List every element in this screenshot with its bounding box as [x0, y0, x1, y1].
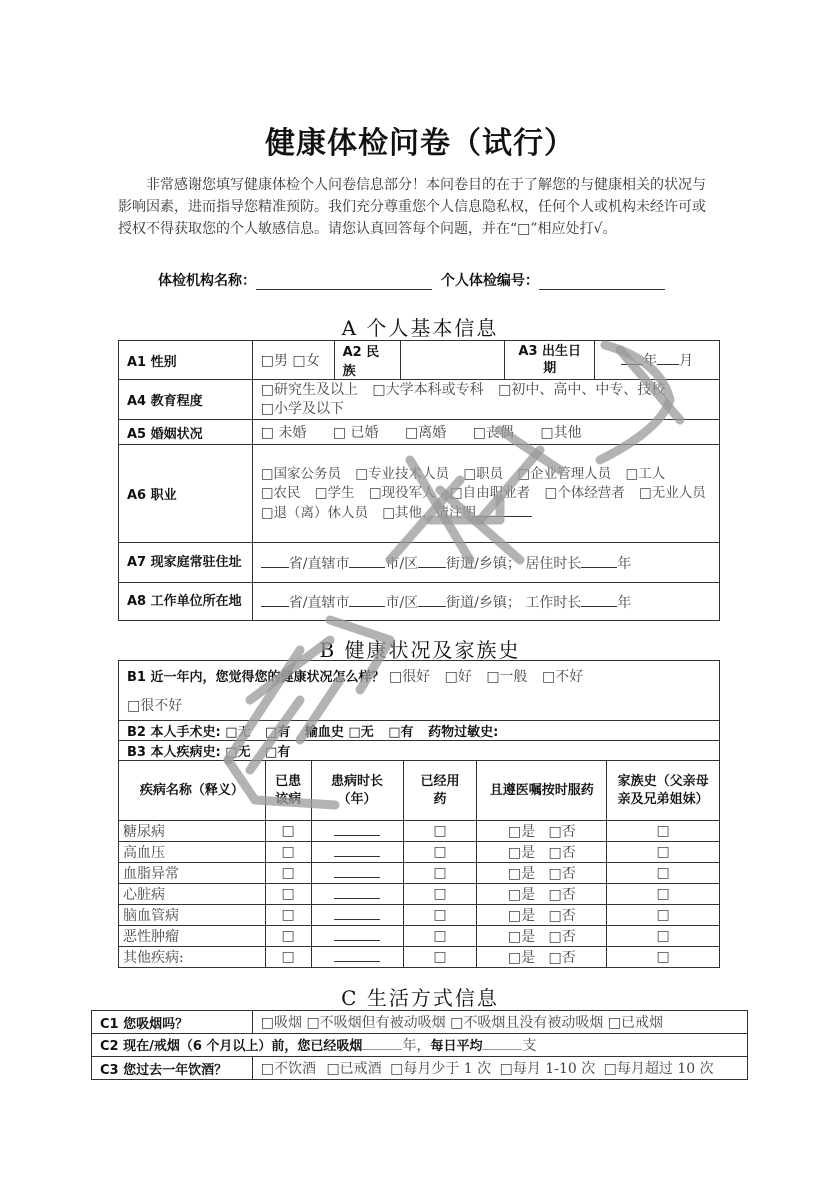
a6-option[interactable]: □工人	[625, 465, 666, 482]
section-c-title: C 生活方式信息	[341, 986, 499, 1010]
diagnosed-checkbox[interactable]: □	[265, 884, 311, 905]
disease-row	[119, 947, 720, 968]
a5-options	[252, 420, 719, 445]
a5-option[interactable]: □ 已婚	[332, 425, 379, 441]
medicated-checkbox[interactable]: □	[403, 905, 477, 926]
section-a-table	[118, 340, 720, 621]
disease-row	[119, 842, 720, 863]
duration-field[interactable]	[311, 947, 403, 968]
compliance-no[interactable]: □否	[548, 845, 576, 861]
compliance-options	[477, 926, 607, 947]
a2-label: A2 民族	[334, 341, 400, 380]
b2-label: B2 本人手术史:	[127, 725, 221, 740]
a3-birthdate-field[interactable]	[595, 341, 720, 380]
diagnosed-checkbox[interactable]: □	[265, 821, 311, 842]
a8-city-label: 市/区	[385, 594, 419, 611]
c3-option[interactable]: □每月少于 1 次	[390, 1061, 492, 1077]
a5-option[interactable]: □其他	[540, 425, 582, 441]
diagnosed-checkbox[interactable]: □	[265, 863, 311, 884]
a4-option[interactable]: □初中、高中、中专、技校	[498, 381, 666, 398]
b2-transfusion-yes[interactable]: □有	[388, 725, 414, 740]
row-c2	[92, 1034, 748, 1057]
c3-label: C3 您过去一年饮酒？	[92, 1057, 253, 1080]
medicated-checkbox[interactable]: □	[403, 863, 477, 884]
row-a5	[119, 420, 720, 445]
compliance-no[interactable]: □否	[548, 887, 576, 903]
disease-name: 糖尿病	[119, 821, 266, 842]
compliance-options	[477, 905, 607, 926]
a8-province-label: 省/直辖市	[288, 594, 350, 611]
section-b-title: B 健康状况及家族史	[319, 638, 521, 662]
disease-name: 脑血管病	[119, 905, 266, 926]
header-disease-name: 疾病名称（释义）	[119, 761, 266, 821]
b2-allergy-label: 药物过敏史:	[428, 725, 499, 740]
disease-row	[119, 863, 720, 884]
c1-option[interactable]: □不吸烟且没有被动吸烟	[450, 1015, 604, 1031]
a6-other-field[interactable]	[476, 503, 532, 517]
a3-month-label: 月	[679, 353, 694, 369]
b3-yes[interactable]: □有	[265, 745, 291, 760]
header-compliance: 且遵医嘱按时服药	[477, 761, 607, 821]
diagnosed-checkbox[interactable]: □	[265, 842, 311, 863]
disease-name: 高血压	[119, 842, 266, 863]
a6-option[interactable]: □企业管理人员	[517, 465, 612, 482]
c1-option[interactable]: □已戒烟	[607, 1015, 664, 1031]
compliance-options	[477, 947, 607, 968]
a7-city-label: 市/区	[385, 555, 419, 572]
a7-province-label: 省/直辖市	[288, 555, 350, 572]
c1-label: C1 您吸烟吗？	[92, 1011, 253, 1034]
a4-option[interactable]: □研究生及以上	[260, 381, 358, 398]
header-diagnosed: 已患该病	[265, 761, 311, 821]
compliance-options	[477, 884, 607, 905]
disease-name: 其他疾病:	[119, 947, 266, 968]
a5-option[interactable]: □ 未婚	[260, 425, 307, 441]
a5-option[interactable]: □丧偶	[472, 425, 514, 441]
a6-option[interactable]: □其他，请注明	[382, 504, 477, 521]
a6-option[interactable]: □国家公务员	[260, 465, 341, 482]
a5-option[interactable]: □离婚	[405, 425, 447, 441]
a7-address	[252, 543, 719, 583]
a4-label: A4 教育程度	[119, 380, 253, 420]
a6-option[interactable]: □自由职业者	[449, 484, 531, 501]
c3-option[interactable]: □已戒酒	[326, 1061, 382, 1077]
duration-field[interactable]	[311, 926, 403, 947]
c3-option[interactable]: □每月 1-10 次	[499, 1061, 596, 1077]
compliance-no[interactable]: □否	[548, 866, 576, 882]
a8-year-label: 年	[617, 594, 632, 611]
header-family-history: 家族史（父亲母亲及兄弟姐妹）	[607, 761, 720, 821]
a6-option[interactable]: □职员	[463, 465, 504, 482]
row-b3	[119, 741, 720, 761]
row-c1	[92, 1011, 748, 1034]
medicated-checkbox[interactable]: □	[403, 947, 477, 968]
section-c-table	[91, 1010, 748, 1080]
disease-name: 血脂异常	[119, 863, 266, 884]
a1-female-checkbox[interactable]: □女	[292, 353, 320, 369]
compliance-yes[interactable]: □是	[507, 845, 536, 861]
family-history-checkbox[interactable]: □	[607, 821, 720, 842]
c2-years-field[interactable]	[362, 1036, 402, 1050]
disease-row	[119, 821, 720, 842]
c2-unit-label: 支	[522, 1038, 537, 1054]
b2-transfusion-no[interactable]: □无	[348, 725, 374, 740]
medicated-checkbox[interactable]: □	[403, 926, 477, 947]
personal-id-field[interactable]	[539, 275, 665, 290]
disease-row	[119, 905, 720, 926]
c1-options	[252, 1011, 747, 1034]
a7-duration-label: 居住时长	[525, 555, 582, 572]
compliance-yes[interactable]: □是	[507, 824, 536, 840]
a3-year-label: 年	[643, 353, 658, 369]
c3-option[interactable]: □每月超过 10 次	[603, 1061, 714, 1077]
a8-address	[252, 583, 719, 621]
family-history-checkbox[interactable]: □	[607, 947, 720, 968]
a6-option[interactable]: □农民	[260, 484, 301, 501]
a8-street-label: 街道/乡镇；	[446, 594, 521, 611]
org-line	[158, 270, 665, 290]
disease-table-header	[119, 761, 720, 821]
compliance-no[interactable]: □否	[548, 929, 576, 945]
compliance-no[interactable]: □否	[548, 824, 576, 840]
compliance-yes[interactable]: □是	[507, 887, 536, 903]
diagnosed-checkbox[interactable]: □	[265, 947, 311, 968]
a4-option[interactable]: □大学本科或专科	[372, 381, 484, 398]
disease-row	[119, 884, 720, 905]
header-medicated: 已经用药	[403, 761, 477, 821]
row-a6	[119, 445, 720, 543]
duration-field[interactable]	[311, 863, 403, 884]
a6-option[interactable]: □无业人员	[639, 484, 706, 501]
duration-field[interactable]	[311, 821, 403, 842]
compliance-yes[interactable]: □是	[507, 950, 536, 966]
disease-name: 心脏病	[119, 884, 266, 905]
org-name-label: 体检机构名称：	[158, 273, 256, 289]
a6-option[interactable]: □学生	[314, 484, 355, 501]
disease-rows	[119, 821, 720, 968]
org-name-field[interactable]	[256, 275, 432, 290]
a1-male-checkbox[interactable]: □男	[260, 353, 288, 369]
compliance-no[interactable]: □否	[548, 908, 576, 924]
duration-field[interactable]	[311, 842, 403, 863]
a6-option[interactable]: □现役军人	[368, 484, 436, 501]
b2-transfusion-label: 输血史	[304, 725, 344, 740]
a8-street-field[interactable]	[418, 593, 446, 607]
b3-label: B3 本人疾病史:	[127, 745, 221, 760]
a8-duration-label: 工作时长	[525, 594, 582, 611]
header-duration: 患病时长（年）	[311, 761, 403, 821]
family-history-checkbox[interactable]: □	[607, 863, 720, 884]
medicated-checkbox[interactable]: □	[403, 842, 477, 863]
a3-label: A3 出生日期	[505, 341, 595, 380]
b3-no[interactable]: □无	[225, 745, 251, 760]
c2-years-label: 年，	[402, 1038, 431, 1054]
row-a4	[119, 380, 720, 420]
intro-paragraph: 非常感谢您填写健康体检个人问卷信息部分！本问卷目的在于了解您的与健康相关的状况与影响因素，进而指导您精准预防。我们充分尊重您个人信息隐私权，任何个人或机构未经许可或授权不得获取您的个人敏感信息。请您认真回答每个问题，并在“□”相应处打√。	[118, 177, 706, 237]
b1-label: B1 近一年内，您觉得您的健康状况怎么样？	[127, 670, 385, 685]
a1-label: A1 性别	[119, 341, 253, 380]
disease-row	[119, 926, 720, 947]
a6-option[interactable]: □专业技术人员	[355, 465, 450, 482]
row-a8	[119, 583, 720, 621]
row-b2	[119, 721, 720, 741]
c2-label: C2 现在/戒烟（6 个月以上）前，您已经吸烟	[100, 1039, 363, 1054]
a6-option[interactable]: □退（离）休人员	[260, 504, 368, 521]
a6-label: A6 职业	[119, 445, 253, 543]
page-title: 健康体检问卷（试行）	[265, 126, 575, 161]
a2-ethnicity-field[interactable]	[400, 341, 505, 380]
a5-label: A5 婚姻状况	[119, 420, 253, 445]
compliance-no[interactable]: □否	[548, 950, 576, 966]
a4-option[interactable]: □小学及以下	[260, 400, 344, 417]
a1-options	[252, 341, 334, 380]
a8-duration-field[interactable]	[581, 593, 617, 607]
family-history-checkbox[interactable]: □	[607, 926, 720, 947]
medicated-checkbox[interactable]: □	[403, 884, 477, 905]
family-history-checkbox[interactable]: □	[607, 905, 720, 926]
family-history-checkbox[interactable]: □	[607, 884, 720, 905]
medicated-checkbox[interactable]: □	[403, 821, 477, 842]
section-b-table	[118, 660, 720, 968]
row-a1	[119, 341, 720, 380]
b2-surgery-no[interactable]: □无	[225, 725, 251, 740]
c3-option[interactable]: □不饮酒	[260, 1061, 316, 1077]
b2-cell	[119, 721, 720, 741]
b1-option[interactable]: □一般	[486, 669, 528, 685]
a7-street-field[interactable]	[418, 554, 446, 568]
row-b1	[119, 661, 720, 721]
compliance-yes[interactable]: □是	[507, 929, 536, 945]
duration-field[interactable]	[311, 905, 403, 926]
b1-option[interactable]: □不好	[542, 669, 584, 685]
c2-cell	[92, 1034, 748, 1057]
row-c3	[92, 1057, 748, 1080]
a7-label: A7 现家庭常驻住址	[119, 543, 253, 583]
b1-option[interactable]: □很不好	[127, 698, 183, 714]
a6-option[interactable]: □个体经营者	[544, 484, 625, 501]
b1-option[interactable]: □好	[444, 669, 472, 685]
a6-options	[252, 445, 719, 543]
a8-province-field[interactable]	[261, 593, 289, 607]
c1-option[interactable]: □吸烟	[260, 1015, 302, 1031]
compliance-yes[interactable]: □是	[507, 866, 536, 882]
diagnosed-checkbox[interactable]: □	[265, 926, 311, 947]
b1-option[interactable]: □很好	[388, 669, 431, 685]
diagnosed-checkbox[interactable]: □	[265, 905, 311, 926]
disease-name: 恶性肿瘤	[119, 926, 266, 947]
section-a-title: A 个人基本信息	[341, 316, 499, 340]
compliance-options	[477, 842, 607, 863]
a7-street-label: 街道/乡镇；	[446, 555, 521, 572]
b1-cell	[119, 661, 720, 721]
compliance-options	[477, 821, 607, 842]
a7-province-field[interactable]	[261, 554, 289, 568]
row-a7	[119, 543, 720, 583]
c1-option[interactable]: □不吸烟但有被动吸烟	[306, 1015, 446, 1031]
a8-city-field[interactable]	[349, 593, 385, 607]
a7-city-field[interactable]	[349, 554, 385, 568]
a7-duration-field[interactable]	[581, 554, 617, 568]
b3-cell	[119, 741, 720, 761]
c2-daily-label: 每日平均	[430, 1039, 483, 1054]
b2-surgery-yes[interactable]: □有	[265, 725, 291, 740]
family-history-checkbox[interactable]: □	[607, 842, 720, 863]
a7-year-label: 年	[617, 555, 632, 572]
personal-id-label: 个人体检编号：	[440, 273, 539, 289]
c3-options	[252, 1057, 747, 1080]
a8-label: A8 工作单位所在地	[119, 583, 253, 621]
compliance-options	[477, 863, 607, 884]
compliance-yes[interactable]: □是	[507, 908, 536, 924]
c2-daily-field[interactable]	[482, 1036, 522, 1050]
a4-options	[252, 380, 719, 420]
duration-field[interactable]	[311, 884, 403, 905]
